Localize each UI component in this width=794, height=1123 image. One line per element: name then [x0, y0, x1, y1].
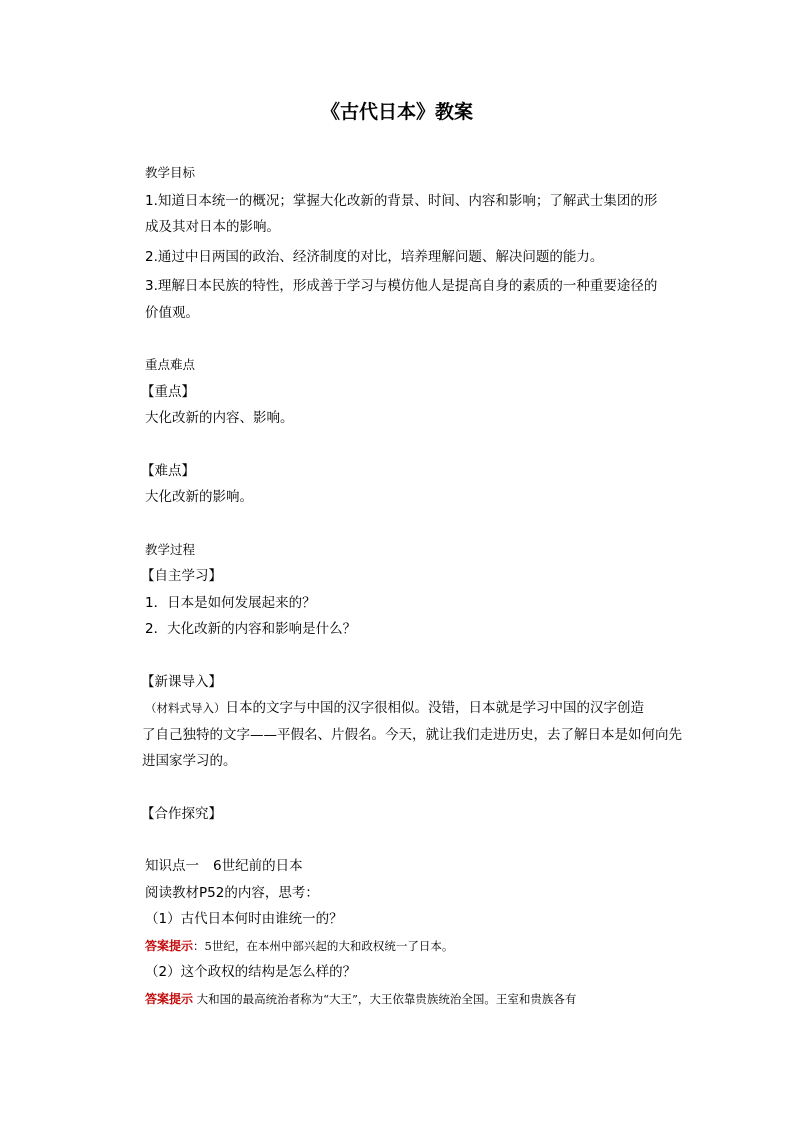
answer-hint-1-text: ：5世纪，在本州中部兴起的大和政权统一了日本。 — [193, 938, 454, 953]
answer-hint-2-text: 大和国的最高统治者称为“大王”，大王依靠贵族统治全国。王室和贵族各有 — [193, 991, 577, 1006]
explore-label: 【合作探究】 — [141, 805, 222, 822]
key-point-text: 大化改新的内容、影响。 — [145, 410, 294, 426]
intro-text-1: 日本的文字与中国的汉字很相似。没错，日本就是学习中国的汉字创造 — [225, 700, 644, 716]
objective-1-line-2: 成及其对日本的影响。 — [145, 219, 280, 235]
objective-3-line-1: 3.理解日本民族的特性，形成善于学习与模仿他人是提高自身的素质的一种重要途径的 — [145, 278, 658, 294]
self-study-label: 【自主学习】 — [141, 568, 222, 584]
answer-hint-2-label: 答案提示 — [145, 991, 194, 1006]
intro-prefix: （材料式导入） — [145, 701, 226, 715]
objective-1-line-1: 1.知道日本统一的概况；掌握大化改新的背景、时间、内容和影响；了解武士集团的形 — [145, 192, 658, 209]
objective-2: 2.通过中日两国的政治、经济制度的对比，培养理解问题、解决问题的能力。 — [145, 248, 604, 265]
answer-hint-1-label: 答案提示 — [145, 938, 194, 953]
page-title: 《古代日本》教案 — [320, 101, 473, 123]
self-study-question-1: 1．日本是如何发展起来的？ — [145, 594, 316, 611]
answer-hint-1 — [145, 933, 683, 960]
intro-line-2: 了自己独特的文字——平假名、片假名。今天，就让我们走进历史，去了解日本是如何向先 — [142, 726, 682, 743]
answer-hint-2 — [145, 986, 683, 1013]
difficult-point-text: 大化改新的影响。 — [145, 489, 253, 505]
knowledge-point-1-question-1: （1）古代日本何时由谁统一的？ — [145, 911, 343, 927]
self-study-question-2: 2．大化改新的内容和影响是什么？ — [145, 621, 357, 637]
difficult-point-label: 【难点】 — [141, 462, 195, 479]
process-heading: 教学过程 — [145, 541, 196, 557]
intro-line-1 — [145, 695, 683, 722]
key-point-label: 【重点】 — [141, 383, 195, 400]
objectives-heading: 教学目标 — [145, 165, 196, 180]
knowledge-point-1-read: 阅读教材P52的内容，思考： — [145, 884, 319, 901]
knowledge-point-1-heading — [145, 853, 683, 880]
knowledge-point-1-question-2: （2）这个政权的结构是怎么样的？ — [145, 964, 357, 980]
intro-label: 【新课导入】 — [141, 673, 222, 690]
document-body — [141, 160, 683, 1012]
key-points-heading: 重点难点 — [145, 357, 196, 372]
objective-3-line-2: 价值观。 — [145, 304, 199, 321]
knowledge-point-1-label: 知识点一 — [145, 858, 199, 874]
knowledge-point-1-title: 6世纪前的日本 — [213, 858, 303, 874]
intro-line-3: 进国家学习的。 — [142, 753, 237, 769]
